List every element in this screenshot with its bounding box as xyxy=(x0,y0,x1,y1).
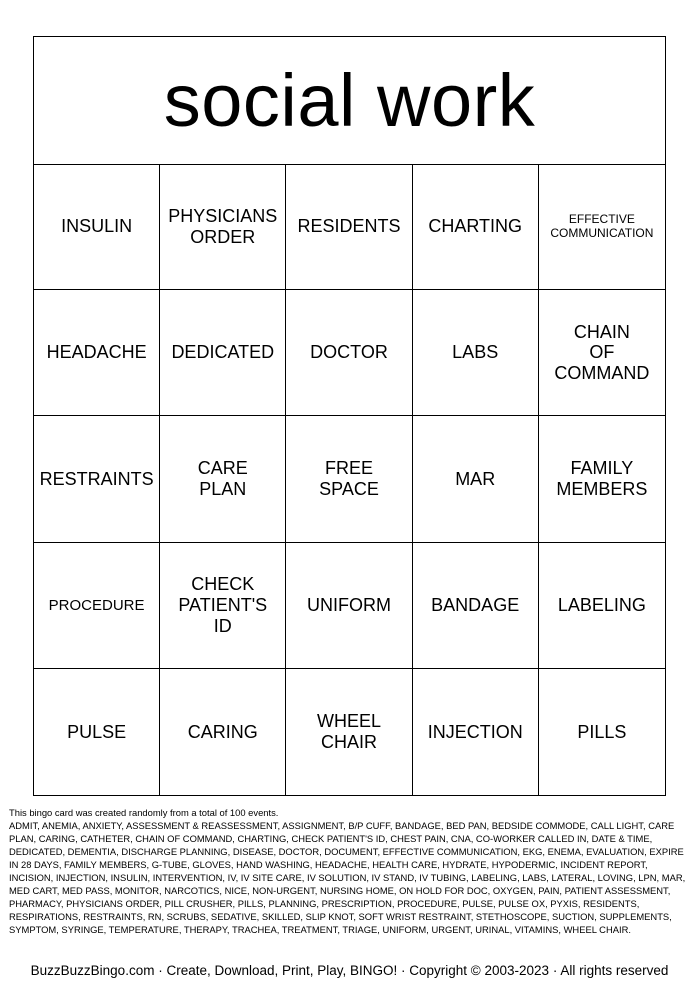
bingo-cell: PILLS xyxy=(577,721,627,742)
bingo-cell: DOCTOR xyxy=(286,290,412,416)
footer-text: BuzzBuzzBingo.com · Create, Download, Print, Play, BINGO! · Copyright © 2003-2023 · All rights reserved xyxy=(30,963,669,978)
bingo-cell: RESTRAINTS xyxy=(34,416,160,542)
bingo-cell: HEADACHE xyxy=(34,290,160,416)
bingo-cell: LABELING xyxy=(539,543,665,669)
bingo-cell: RESIDENTS xyxy=(286,164,412,290)
bingo-cell: BANDAGE xyxy=(413,543,539,669)
bingo-grid xyxy=(34,164,665,795)
event-info-intro: This bingo card was created randomly from a total of 100 events. xyxy=(9,807,279,818)
bingo-card xyxy=(33,36,666,796)
bingo-cell: EFFECTIVE COMMUNICATION xyxy=(539,164,665,290)
bingo-cell: CHAIN OF COMMAND xyxy=(539,290,665,416)
bingo-cell: WHEEL CHAIR xyxy=(286,669,412,795)
bingo-cell: CHARTING xyxy=(413,164,539,290)
bingo-cell: CHECK PATIENT'S ID xyxy=(160,543,286,669)
bingo-cell: PROCEDURE xyxy=(34,543,160,669)
bingo-cell: PULSE xyxy=(34,669,160,795)
bingo-cell: DEDICATED xyxy=(160,290,286,416)
bingo-cell: CARE PLAN xyxy=(160,416,286,542)
bingo-cell: CARING xyxy=(160,669,286,795)
bingo-cell: PHYSICIANS ORDER xyxy=(160,164,286,290)
card-title: social work xyxy=(34,37,665,165)
event-info xyxy=(9,806,690,936)
event-list: ADMIT, ANEMIA, ANXIETY, ASSESSMENT & REASSESSMENT, ASSIGNMENT, B/P CUFF, BANDAGE, BED PAN, BEDSIDE COMMODE, CALL LIGHT, CARE PLAN, CARING, CATHETER, CHAIN OF COMMAND, CHARTING, CHECK PATIENT'S ID, CHEST PAIN, CNA, CO-WORKER CALLED IN, DATE & TIME, DEDICATED, DEMENTIA, DISCHARGE PLANNING, DISEASE, DOCTOR, DOCUMENT, EFFECTIVE COMMUNICATION, EKG, ENEMA, EVALUATION, EXPIRE IN 28 DAYS, FAMILY MEMBERS, G-TUBE, GLOVES, HAND WASHING, HEADACHE, HEALTH CARE, HYDRATE, HYPODERMIC, INCIDENT REPORT, INCISION, INJECTION, INSULIN, INTERVENTION, IV, IV SITE CARE, IV SOLUTION, IV STAND, IV TUBING, LABELING, LABS, LATERAL, LOVING, LPN, MAR, MED CART, MED PASS, MONITOR, NARCOTICS, NICE, NON-URGENT, NURSING HOME, ON HOLD FOR DOC, OXYGEN, PAIN, PATIENT ASSESSMENT, PHARMACY, PHYSICIANS ORDER, PILL CRUSHER, PILLS, PLANNING, PRESCRIPTION, PROCEDURE, PULSE, PULSE OX, PYXIS, RESIDENTS, RESPIRATIONS, RESTRAINTS, RN, SCRUBS, SEDATIVE, SKILLED, SLIP KNOT, SOFT WRIST RESTRAINT, STETHOSCOPE, SUCTION, SUPPLEMENTS, SYMPTOM, SYRINGE, TEMPERATURE, THERAPY, TRACHEA, TREATMENT, TRIAGE, UNIFORM, URGENT, URINAL, VITAMINS, WHEEL CHAIR. xyxy=(9,820,686,935)
bingo-cell: INJECTION xyxy=(413,669,539,795)
bingo-cell: LABS xyxy=(413,290,539,416)
bingo-cell: MAR xyxy=(413,416,539,542)
bingo-cell: FAMILY MEMBERS xyxy=(539,416,665,542)
bingo-cell: UNIFORM xyxy=(286,543,412,669)
bingo-cell: INSULIN xyxy=(34,164,160,290)
free-space-cell: FREE SPACE xyxy=(286,416,412,542)
